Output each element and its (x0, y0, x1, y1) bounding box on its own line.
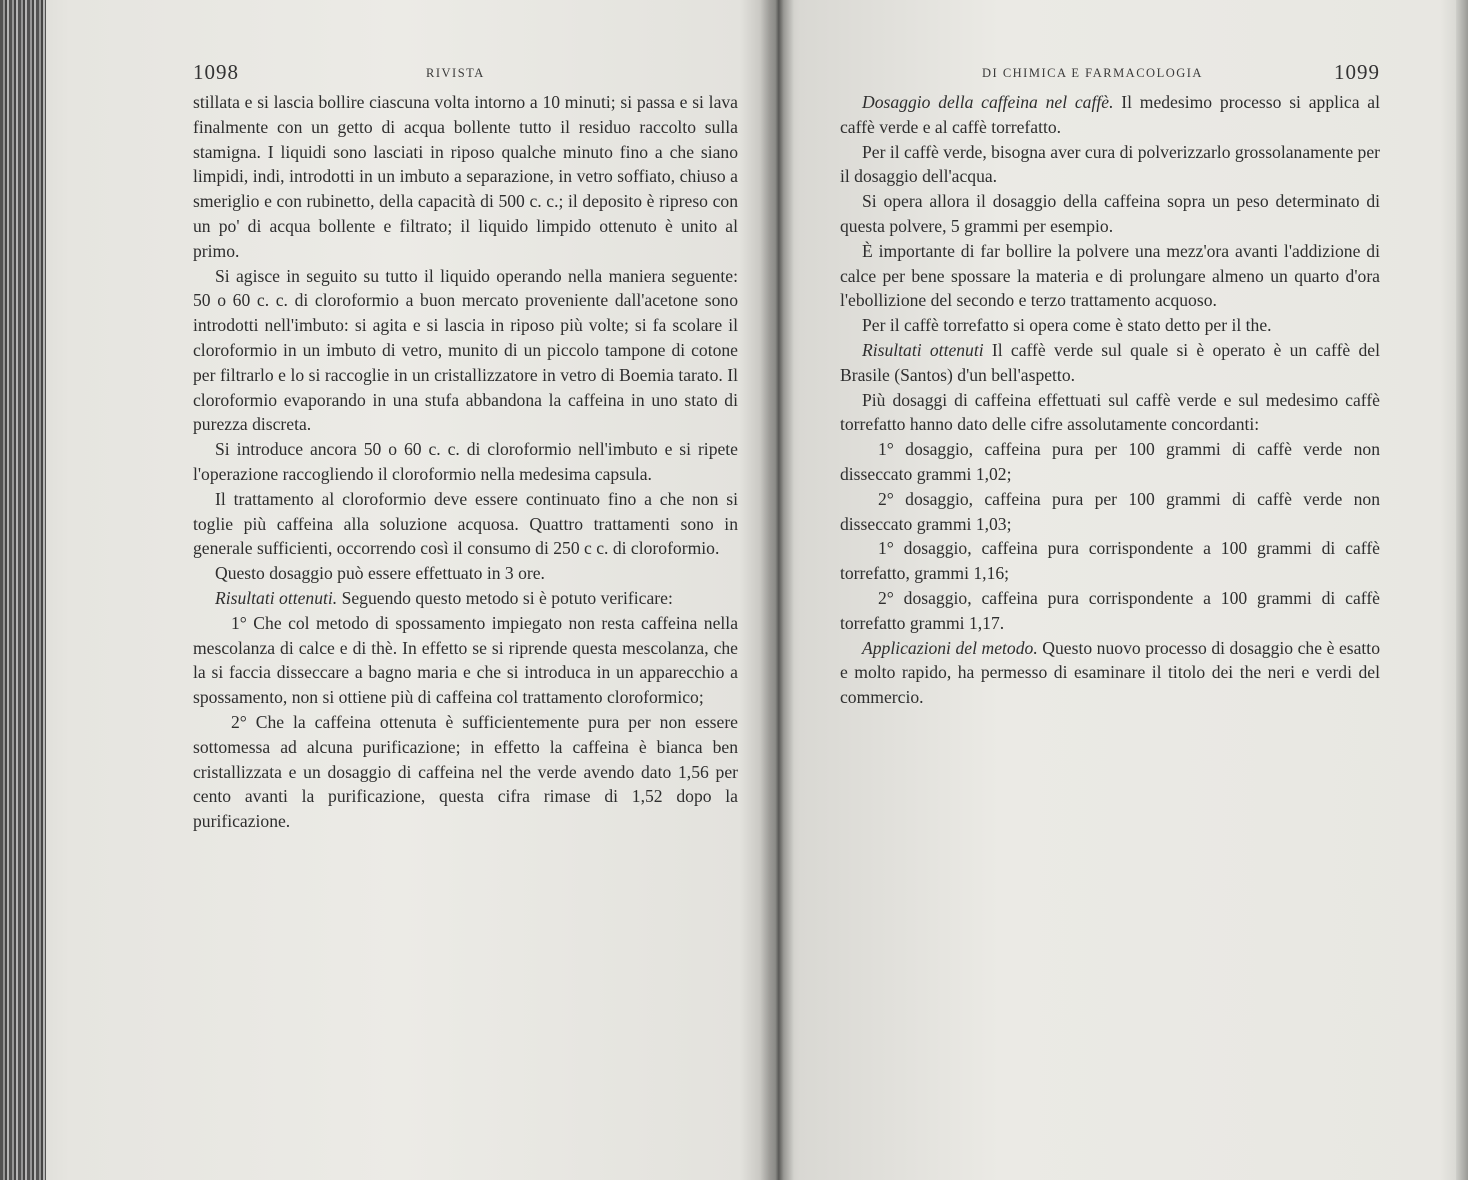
paragraph-text: Il caffè verde sul quale si è operato è un caffè del Brasile (Santos) d'un bell'aspetto. (840, 339, 1380, 385)
paragraph-text: Per il caffè verde, bisogna aver cura di polverizzarlo grossolanamente per il dosaggio dell'acqua. (840, 141, 1380, 187)
paragraph-text: Questo nuovo processo di dosaggio che è esatto e molto rapido, ha permesso di esaminare il titolo dei the neri e verdi del commercio. (840, 637, 1380, 708)
paragraph (193, 561, 738, 586)
paragraph-text: Seguendo questo metodo si è potuto verificare: (337, 587, 673, 608)
paragraph-text: Il medesimo processo si applica al caffè verde e al caffè torrefatto. (840, 92, 1380, 137)
right-page (840, 60, 1380, 710)
paragraph (193, 611, 738, 710)
paragraph (193, 437, 738, 487)
paragraph (840, 140, 1380, 190)
paragraph-text: 1° Che col metodo di spossamento impiegato non resta caffeina nella mescolanza di calce e di thè. In effetto se si riprende questa mescolanza, che la si faccia disseccare a bagno maria e che si introduca in un apparecchio a spossamento, non si ottiene più di caffeina col trattamento cloroformico; (193, 612, 738, 708)
paragraph-text: 2° Che la caffeina ottenuta è sufficientemente pura per non essere sottomessa ad alcuna purificazione; in effetto la caffeina è bianca ben cristallizzata e un dosaggio di caffeina nel the verde avendo dato 1,56 per cento avanti la purificazione, questa cifra rimase di 1,52 dopo la purificazione. (193, 711, 738, 832)
right-page-number: 1099 (1334, 60, 1380, 84)
left-page (193, 60, 738, 834)
paragraph-text: Più dosaggi di caffeina effettuati sul caffè verde e sul medesimo caffè torrefatto hanno dato delle cifre assolutamente concordanti: (840, 389, 1380, 435)
paragraph-text: 2° dosaggio, caffeina pura per 100 grammi di caffè verde non disseccato grammi 1,03; (840, 488, 1380, 534)
paragraph-lead-italic: Risultati ottenuti (862, 339, 984, 360)
paragraph-text: Per il caffè torrefatto si opera come è stato detto per il the. (862, 315, 1272, 336)
paragraph-text: 2° dosaggio, caffeina pura corrispondente a 100 grammi di caffè torrefatto grammi 1,17. (840, 587, 1380, 633)
paragraph (840, 388, 1380, 438)
paragraph (840, 189, 1380, 239)
paragraph-text: Il trattamento al cloroformio deve essere continuato fino a che non si toglie più caffeina alla soluzione acquosa. Quattro trattamenti sono in generale sufficienti, occorrendo così il consumo di 250 c c. di cloroformio. (193, 488, 738, 559)
paragraph (193, 264, 738, 438)
paragraph-text: stillata e si lascia bollire ciascuna volta intorno a 10 minuti; si passa e si lava finalmente con un getto di acqua bollente tutto il residuo raccolto sulla stamigna. I liquidi sono lasciati in riposo qualche minuto fino a che siano limpidi, indi, introdotti in un imbuto a separazione, in vetro soffiato, chiuso a smeriglio e con rubinetto, della capacità di 500 c. c.; il deposito è ripreso con un po' di acqua bollente e filtrato; il liquido limpido ottenuto è unito al primo. (193, 92, 738, 261)
paragraph (193, 90, 738, 264)
paragraph (840, 338, 1380, 388)
paragraph (840, 90, 1380, 140)
paragraph-text: Si introduce ancora 50 o 60 c. c. di cloroformio nell'imbuto e si ripete l'operazione raccogliendo il cloroformio nella medesima capsula. (193, 439, 738, 484)
left-running-head: RIVISTA (426, 66, 485, 80)
paragraph-lead-italic: Risultati ottenuti. (215, 587, 338, 608)
paragraph (193, 487, 738, 561)
paragraph (840, 239, 1380, 313)
paragraph-text: Si agisce in seguito su tutto il liquido operando nella maniera seguente: 50 o 60 c. c. di cloroformio a buon mercato proveniente dall'acetone sono introdotti nell'imbuto: si agita e si lascia in riposo più volte; si fa scolare il cloroformio in un imbuto di vetro, munito di un piccolo tampone di cotone per filtrarlo e lo si raccoglie in un cristallizzatore in vetro di Boemia tarato. Il cloroformio evaporando in una stufa abbandona la caffeina in uno stato di purezza discreta. (193, 265, 738, 435)
paragraph (840, 586, 1380, 636)
paragraph (193, 586, 738, 611)
left-page-header (193, 60, 738, 90)
left-page-body (193, 90, 738, 834)
paragraph (840, 313, 1380, 338)
right-running-head: DI CHIMICA E FARMACOLOGIA (982, 66, 1203, 80)
paragraph (840, 536, 1380, 586)
paragraph (193, 710, 738, 834)
paragraph-text: 1° dosaggio, caffeina pura corrispondente a 100 grammi di caffè torrefatto, grammi 1,16; (840, 538, 1380, 584)
right-page-body (840, 90, 1380, 710)
left-page-number: 1098 (193, 60, 239, 84)
paragraph-text: Si opera allora il dosaggio della caffeina sopra un peso determinato di questa polvere, 5 grammi per esempio. (840, 191, 1380, 236)
center-gutter-shadow (760, 0, 794, 1180)
paragraph-lead-italic: Applicazioni del metodo. (862, 637, 1038, 658)
paragraph-text: È importante di far bollire la polvere una mezz'ora avanti l'addizione di calce per bene spossare la materia e di prolungare almeno un quarto d'ora l'ebollizione del secondo e terzo trattamento acquoso. (840, 240, 1380, 311)
right-page-header (840, 60, 1380, 90)
paragraph-text: 1° dosaggio, caffeina pura per 100 grammi di caffè verde non disseccato grammi 1,02; (840, 439, 1380, 484)
paragraph (840, 437, 1380, 487)
book-edge-binding (0, 0, 46, 1180)
paragraph-text: Questo dosaggio può essere effettuato in 3 ore. (215, 563, 545, 584)
paragraph (840, 487, 1380, 537)
paragraph (840, 636, 1380, 710)
paragraph-lead-italic: Dosaggio della caffeina nel caffè. (862, 92, 1114, 112)
right-page-edge (1456, 0, 1468, 1180)
